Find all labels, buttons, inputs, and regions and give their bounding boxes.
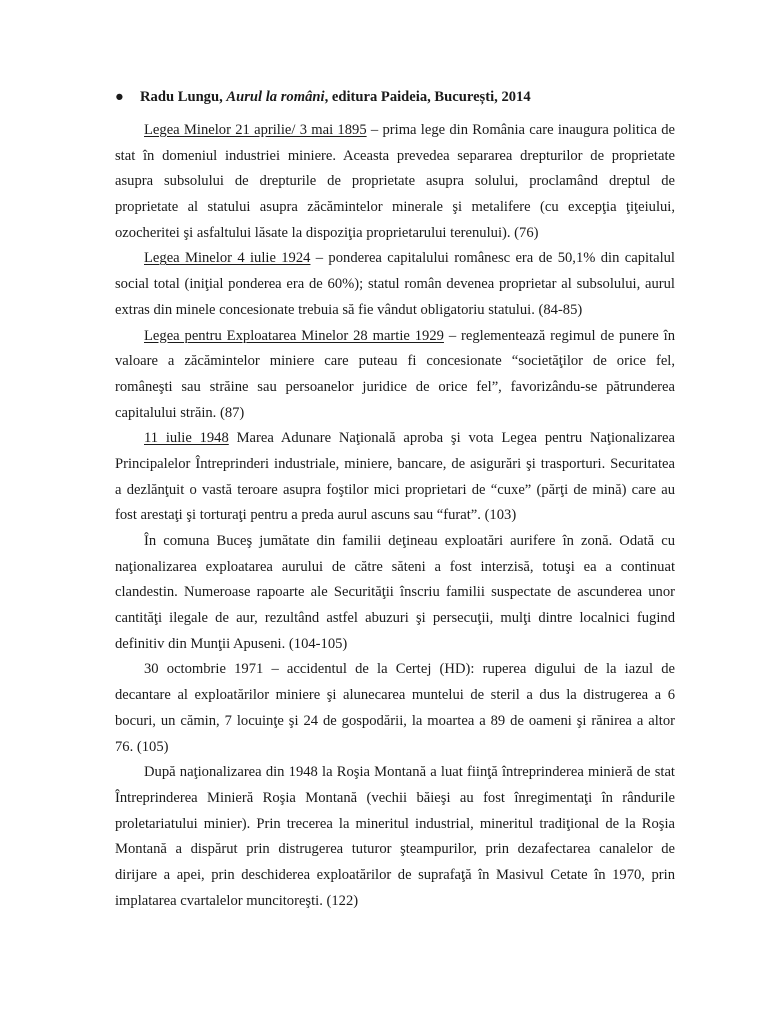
paragraph-line (115, 863, 675, 889)
document-body (115, 86, 675, 914)
paragraph-line (115, 169, 675, 195)
paragraph (115, 246, 675, 323)
paragraph-line (115, 452, 675, 478)
paragraph-text: Întreprinderea Minieră Roşia Montană (vechii băieşi au fost înregimentaţi în rândurile (115, 789, 675, 806)
paragraph-line (115, 246, 675, 272)
law-reference-link: Legea Minelor 4 iulie 1924 (144, 250, 311, 267)
paragraph-text: Principalelor Întreprinderi industriale, miniere, bancare, de asigurări şi trasporturi. Securitatea (115, 455, 675, 472)
paragraph (115, 760, 675, 914)
paragraph-text: 76. (105) (115, 738, 169, 755)
paragraph-list (115, 118, 675, 914)
paragraph-text: româneşti sau străine sau persoanelor juridice de orice fel”, favorizându-se pătrunderea (115, 378, 675, 395)
paragraph-line (115, 735, 675, 761)
paragraph-text: valoare a zăcămintelor miniere care puteau fi concesionate “societăţilor de orice fel, (115, 353, 675, 370)
paragraph-line (115, 709, 675, 735)
paragraph-line (115, 657, 675, 683)
paragraph-text: social total (iniţial ponderea era de 60%); statul român devenea proprietar al subsolului, aurul (115, 276, 675, 293)
paragraph (115, 324, 675, 427)
paragraph-line (115, 555, 675, 581)
paragraph-text: definitiv din Munţii Apuseni. (104-105) (115, 635, 348, 652)
paragraph-line (115, 760, 675, 786)
law-reference-link: Legea pentru Exploatarea Minelor 28 martie 1929 (144, 327, 444, 344)
paragraph-text: implatarea cvartalelor muncitoreşti. (122) (115, 892, 359, 909)
paragraph-line (115, 786, 675, 812)
paragraph-text: – ponderea capitalului românesc era de 50,1% din capitalul (310, 250, 675, 267)
paragraph-line (115, 349, 675, 375)
paragraph-text: proprietate al statului asupra zăcămintelor minerale şi metalifere (cu excepţia ţiţeiului, (115, 199, 675, 216)
paragraph-line (115, 837, 675, 863)
paragraph-text: 30 octombrie 1971 – accidentul de la Certej (HD): ruperea digului de la iazul de (144, 661, 675, 678)
paragraph-text: ozocheritei şi asfaltului lăsate la dispoziţia proprietarului terenului). (76) (115, 224, 539, 241)
paragraph-text: După naţionalizarea din 1948 la Roşia Montană a luat fiinţă întreprinderea minieră de stat (144, 764, 675, 781)
paragraph-line (115, 401, 675, 427)
paragraph (115, 426, 675, 529)
paragraph-text: În comuna Buceş jumătate din familii deţineau exploatări aurifere în zonă. Odată cu (144, 533, 675, 549)
paragraph-line (115, 298, 675, 324)
paragraph-line (115, 632, 675, 658)
paragraph-text: Montană a dispărut prin distrugerea tuturor şteampurilor, prin dezafectarea canalelor de (115, 841, 675, 858)
reference-author: Radu Lungu, (140, 89, 223, 105)
paragraph-text: naţionalizarea exploatarea aurului de către săteni a fost interzisă, totuşi ea a continuat (115, 558, 675, 575)
paragraph-line (115, 195, 675, 221)
paragraph-text: – reglementează regimul de punere în (443, 327, 675, 344)
paragraph-line (115, 426, 675, 452)
paragraph-text: a dezlănţuit o vastă teroare asupra foştilor mici proprietari de “cuxe” (părţi de mină) care au (115, 481, 675, 498)
paragraph-line (115, 683, 675, 709)
paragraph-text: decantare al exploatărilor miniere şi alunecarea muntelui de steril a dus la distrugerea a 6 (115, 687, 675, 704)
paragraph-line (115, 503, 675, 529)
paragraph (115, 657, 675, 760)
paragraph-text: clandestin. Numeroase rapoarte ale Securităţii înscriu familii suspectate de ascunderea unor (115, 584, 675, 601)
paragraph-line (115, 580, 675, 606)
bullet-icon: ● (115, 89, 124, 105)
reference-publisher: , editura Paideia, București, 2014 (324, 89, 531, 105)
paragraph-text: bocuri, un cămin, 7 locuinţe şi 24 de gospodării, la moartea a 89 de oameni şi rănirea a altor (115, 712, 675, 729)
paragraph-line (115, 118, 675, 144)
reference-title: Aurul la români (226, 89, 325, 105)
paragraph-line (115, 375, 675, 401)
bibliography-reference (115, 86, 675, 108)
paragraph-text: fost arestaţi şi torturaţi pentru a preda aurul ascuns sau “furat”. (103) (115, 507, 517, 524)
paragraph (115, 118, 675, 246)
paragraph-line (115, 529, 675, 555)
paragraph-text: capitalului străin. (87) (115, 404, 245, 421)
paragraph-line (115, 221, 675, 247)
paragraph-line (115, 606, 675, 632)
paragraph (115, 529, 675, 657)
paragraph-text: – prima lege din România care inaugura politica de (366, 122, 675, 138)
paragraph-text: dirijare a apei, prin deschiderea exploatărilor de suprafaţă în Masivul Cetate în 1970, prin (115, 866, 675, 883)
paragraph-text: proletariatului minier). Prin trecerea la mineritul industrial, mineritul tradiţional de la Roşia (115, 815, 675, 832)
law-reference-link: Legea Minelor 21 aprilie/ 3 mai 1895 (144, 122, 367, 138)
paragraph-line (115, 272, 675, 298)
paragraph-line (115, 144, 675, 170)
paragraph-line (115, 324, 675, 350)
paragraph-text: asupra subsolului de drepturile de proprietate asupra solului, proclamând dreptul de (115, 173, 675, 190)
paragraph-text: extras din minele concesionate trebuia să fie vândut obligatoriu statului. (84-85) (115, 301, 583, 318)
paragraph-line (115, 478, 675, 504)
paragraph-line (115, 889, 675, 915)
law-reference-link: 11 iulie 1948 (144, 430, 229, 447)
paragraph-text: stat în domeniul industriei miniere. Aceasta prevedea separarea drepturilor de proprietate (115, 147, 675, 164)
paragraph-text: cantităţi ilegale de aur, rezultând astfel abuzuri şi persecuţii, mulţi dintre localnici fugind (115, 610, 675, 627)
paragraph-text: Marea Adunare Naţională aproba şi vota Legea pentru Naţionalizarea (228, 430, 675, 447)
paragraph-line (115, 812, 675, 838)
